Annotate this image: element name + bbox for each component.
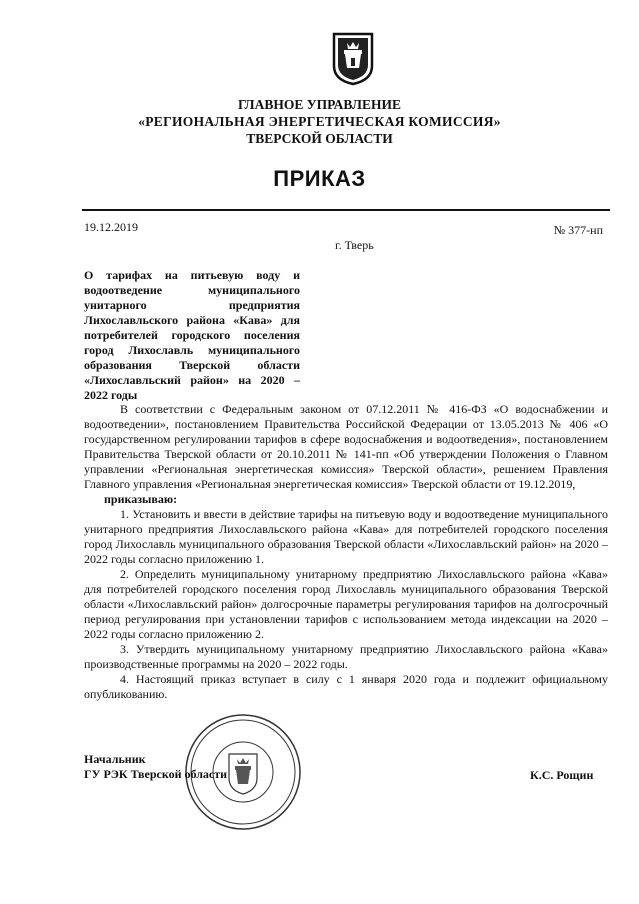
org-name-line2: «РЕГИОНАЛЬНАЯ ЭНЕРГЕТИЧЕСКАЯ КОМИССИЯ»	[138, 114, 501, 129]
org-name-line1: ГЛАВНОЕ УПРАВЛЕНИЕ	[238, 97, 401, 112]
body-item-4: 4. Настоящий приказ вступает в силу с 1 января 2020 года и подлежит официальному опубликованию.	[84, 672, 608, 701]
document-body	[84, 402, 608, 702]
org-name-line3: ТВЕРСКОЙ ОБЛАСТИ	[246, 131, 393, 146]
document-city: г. Тверь	[335, 238, 374, 252]
document-type-title: ПРИКАЗ	[273, 166, 366, 191]
document-subject: О тарифах на питьевую воду и водоотведение муниципального унитарного предприятия Лихославльского района «Кава» для потребителей городского поселения город Лихославль муниципального образования Тверской области «Лихославльский район» на 2020 – 2022 годы	[84, 268, 300, 402]
body-order-word: приказываю:	[104, 492, 178, 506]
body-item-1: 1. Установить и ввести в действие тарифы на питьевую воду и водоотведение муниципального унитарного предприятия Лихославльского района «Кава» для потребителей городского поселения город Лихославль муниципального образования Тверской области «Лихославльский район» на 2020 – 2022 годы согласно приложению 1.	[84, 507, 608, 566]
signatory-title	[84, 752, 227, 782]
body-item-3: 3. Утвердить муниципальному унитарному предприятию Лихославльского района «Кава» производственные программы на 2020 – 2022 годы.	[84, 642, 608, 671]
signatory-title-line1: Начальник	[84, 752, 146, 766]
body-preamble: В соответствии с Федеральным законом от 07.12.2011 № 416-ФЗ «О водоснабжении и водоотведении», постановлением Правительства Российской Федерации от 13.05.2013 № 406 «О государственном регулировании тарифов в сфере водоснабжения и водоотведения», постановлением Правительства Тверской области от 20.10.2011 № 141-пп «Об утверждении Положения о Главном управлении «Региональная энергетическая комиссия» Тверской области», решением Правления Главного управления «Региональная энергетическая комиссия» Тверской области от 19.12.2019,	[84, 402, 608, 491]
body-item-2: 2. Определить муниципальному унитарному предприятию Лихославльского района «Кава» для потребителей городского поселения город Лихославль муниципального образования Тверской области «Лихославльский район» долгосрочные параметры регулирования тарифов на долгосрочный период регулирования при установлении тарифов с использованием метода индексации на 2020 – 2022 годы согласно приложению 2.	[84, 567, 608, 641]
tver-coat-of-arms-icon	[330, 30, 376, 86]
signatory-name: К.С. Рощин	[530, 768, 594, 782]
document-number: № 377-нп	[553, 223, 603, 237]
header-divider	[82, 209, 610, 211]
document-date: 19.12.2019	[84, 220, 138, 234]
signatory-title-line2: ГУ РЭК Тверской области	[84, 767, 228, 781]
